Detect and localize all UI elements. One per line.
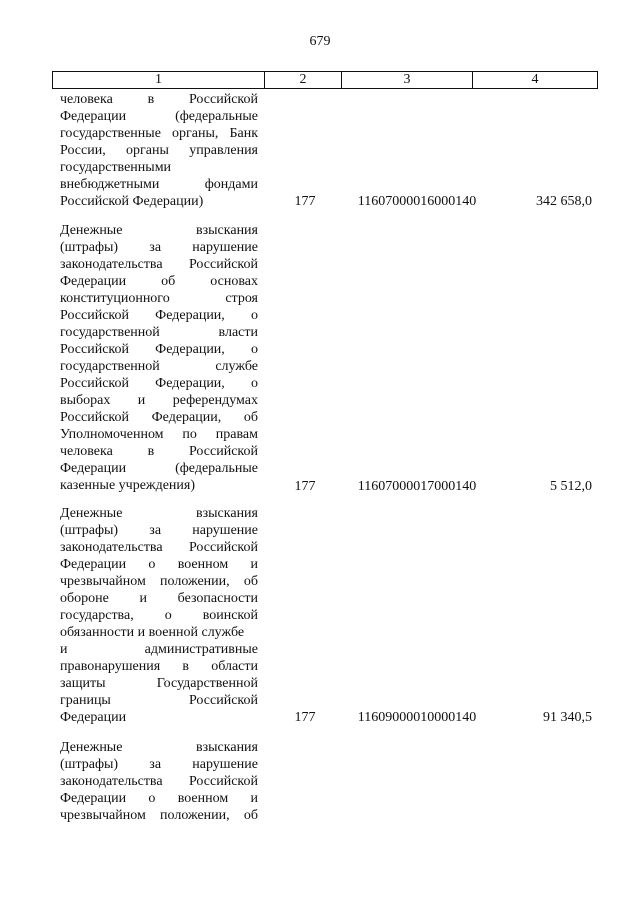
description-line: Федерации об основах <box>60 274 258 289</box>
description-line: государственные органы, Банк <box>60 126 258 141</box>
description-line: обязанности и военной службе <box>60 625 245 640</box>
description-line: Российской Федерации, о <box>60 342 258 357</box>
amount: 91 340,5 <box>543 710 592 725</box>
column-header-2: 2 <box>265 72 342 88</box>
description-line: государственной власти <box>60 325 258 340</box>
description-line: (штрафы) за нарушение <box>60 523 258 538</box>
budget-code: 11607000017000140 <box>357 479 477 494</box>
description-line: обороне и безопасности <box>60 591 258 606</box>
column-header-3: 3 <box>342 72 473 88</box>
description-line: государственной службе <box>60 359 258 374</box>
description-line: и административные <box>60 642 258 657</box>
description-line: правонарушения в области <box>60 659 258 674</box>
description-line: Денежные взыскания <box>60 223 258 238</box>
description-line: (штрафы) за нарушение <box>60 757 258 772</box>
description-line: Российской Федерации) <box>60 194 204 209</box>
row-description <box>60 91 258 210</box>
budget-code: 11607000016000140 <box>357 194 477 209</box>
budget-code: 11609000010000140 <box>357 710 477 725</box>
row-description <box>60 222 258 494</box>
description-line: законодательства Российской <box>60 540 258 555</box>
page-number: 679 <box>309 34 331 49</box>
description-line: чрезвычайном положении, об <box>60 808 258 823</box>
description-line: Федерации о военном и <box>60 557 258 572</box>
description-line: Федерации (федеральные <box>60 461 258 476</box>
description-line: государства, о воинской <box>60 608 258 623</box>
amount: 5 512,0 <box>550 479 592 494</box>
description-line: Российской Федерации, об <box>60 410 258 425</box>
description-line: человека в Российской <box>60 92 258 107</box>
description-line: внебюджетными фондами <box>60 177 258 192</box>
description-line: России, органы управления <box>60 143 258 158</box>
description-line: границы Российской <box>60 693 258 708</box>
description-line: Российской Федерации, о <box>60 376 258 391</box>
admin-code: 177 <box>294 479 316 494</box>
column-header-4: 4 <box>531 72 539 87</box>
description-line: (штрафы) за нарушение <box>60 240 258 255</box>
description-line: человека в Российской <box>60 444 258 459</box>
description-line: государственными <box>60 160 172 175</box>
description-line: Федерации о военном и <box>60 791 258 806</box>
description-line: законодательства Российской <box>60 774 258 789</box>
admin-code: 177 <box>294 710 316 725</box>
description-line: конституционного строя <box>60 291 258 306</box>
description-line: казенные учреждения) <box>60 478 196 493</box>
amount: 342 658,0 <box>536 194 592 209</box>
description-line: защиты Государственной <box>60 676 258 691</box>
description-line: законодательства Российской <box>60 257 258 272</box>
row-description <box>60 739 258 824</box>
description-line: Федерации (федеральные <box>60 109 258 124</box>
description-line: выборах и референдумах <box>60 393 258 408</box>
admin-code: 177 <box>294 194 316 209</box>
description-line: Денежные взыскания <box>60 740 258 755</box>
column-header-1: 1 <box>53 72 265 88</box>
description-line: чрезвычайном положении, об <box>60 574 258 589</box>
row-description <box>60 505 258 726</box>
description-line: Уполномоченном по правам <box>60 427 258 442</box>
description-line: Федерации <box>60 710 127 725</box>
table-column-header <box>52 71 598 89</box>
description-line: Российской Федерации, о <box>60 308 258 323</box>
description-line: Денежные взыскания <box>60 506 258 521</box>
